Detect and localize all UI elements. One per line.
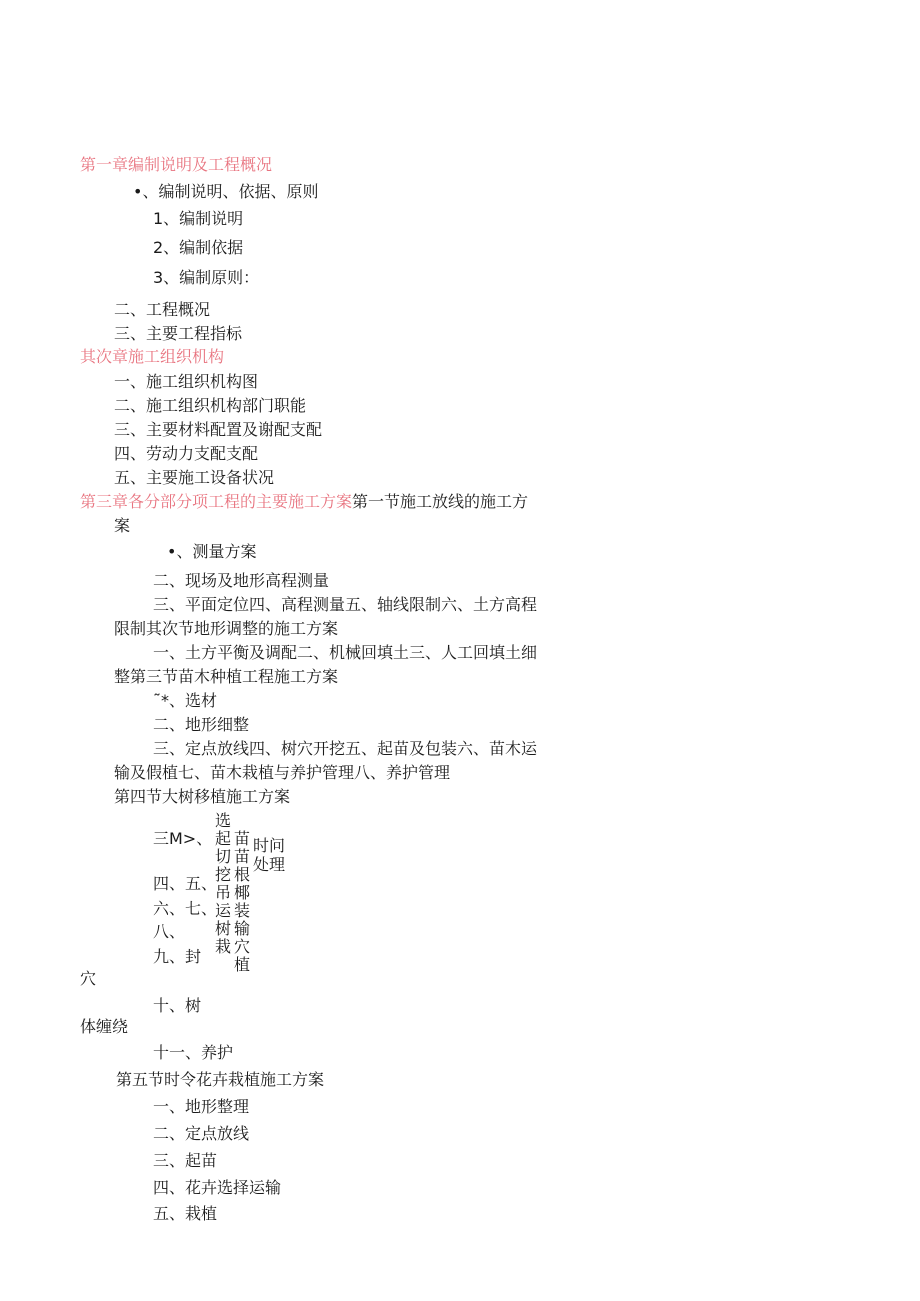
toc-item: 三、主要材料配置及谢配支配 <box>114 420 323 439</box>
vertical-text-column: 选起切挖吊运树栽 <box>215 811 232 956</box>
toc-item: 一、地形整理 <box>153 1097 250 1116</box>
toc-item: 处理 <box>253 855 286 874</box>
toc-wrap-text: 穴 <box>80 969 97 988</box>
chapter-1-heading: 第一章编制说明及工程概况 <box>80 155 273 174</box>
chapter-2-heading: 其次章施工组织机构 <box>80 347 225 366</box>
toc-item: 3、编制原则： <box>153 268 260 287</box>
toc-item: 2、编制依据 <box>153 238 244 257</box>
section-1-title: 第一节施工放线的施工方 <box>352 492 529 511</box>
toc-item: 二、施工组织机构部门职能 <box>114 396 307 415</box>
toc-item: ˜*、选材 <box>153 691 218 710</box>
toc-item: 八、 <box>153 922 186 941</box>
toc-item: 二、现场及地形高程测量 <box>153 571 330 590</box>
section-4-title: 第四节大树移植施工方案 <box>114 787 291 806</box>
toc-item: 六、七、 <box>153 899 218 918</box>
toc-item: 四、花卉选择运输 <box>153 1178 282 1197</box>
toc-paragraph-line: 三、平面定位四、高程测量五、轴线限制六、土方高程 <box>153 595 538 614</box>
toc-item: 时问 <box>253 836 286 855</box>
chapter-3-heading: 第三章各分部分项工程的主要施工方案 <box>80 492 353 511</box>
toc-item: 十一、养护 <box>153 1043 234 1062</box>
toc-paragraph-line: 输及假植七、苗木栽植与养护管理八、养护管理 <box>114 763 451 782</box>
toc-item: 三、起苗 <box>153 1151 218 1170</box>
toc-paragraph-line: 整第三节苗木种植工程施工方案 <box>114 667 339 686</box>
toc-item: 五、主要施工设备状况 <box>114 468 275 487</box>
toc-item: 二、地形细整 <box>153 715 250 734</box>
toc-item: 五、栽植 <box>153 1204 218 1223</box>
toc-item: 十、树 <box>153 996 202 1015</box>
section-1-title-wrap: 案 <box>114 516 131 535</box>
toc-item: •、测量方案 <box>167 542 257 561</box>
toc-item: 四、五、 <box>153 874 218 893</box>
section-5-title: 第五节时令花卉栽植施工方案 <box>116 1070 325 1089</box>
toc-paragraph-line: 三、定点放线四、树穴开挖五、起苗及包装六、苗木运 <box>153 739 538 758</box>
toc-item: 九、封 <box>153 947 202 966</box>
toc-item: 1、编制说明 <box>153 209 244 228</box>
toc-paragraph-line: 一、土方平衡及调配二、机械回填土三、人工回填土细 <box>153 643 538 662</box>
toc-item: •、编制说明、依据、原则 <box>133 182 319 201</box>
vertical-text-column: 苗苗根椰装输穴植 <box>234 829 251 974</box>
toc-item: 一、施工组织机构图 <box>114 372 259 391</box>
toc-item: 二、工程概况 <box>114 300 211 319</box>
toc-item: 二、定点放线 <box>153 1124 250 1143</box>
toc-item: 四、劳动力支配支配 <box>114 444 259 463</box>
toc-wrap-text: 体缠绕 <box>80 1017 129 1036</box>
chapter-3-heading-line <box>80 492 528 512</box>
toc-paragraph-line: 限制其次节地形调整的施工方案 <box>114 619 339 638</box>
toc-item: 三、主要工程指标 <box>114 324 243 343</box>
toc-item: 三M>、 <box>153 829 213 848</box>
